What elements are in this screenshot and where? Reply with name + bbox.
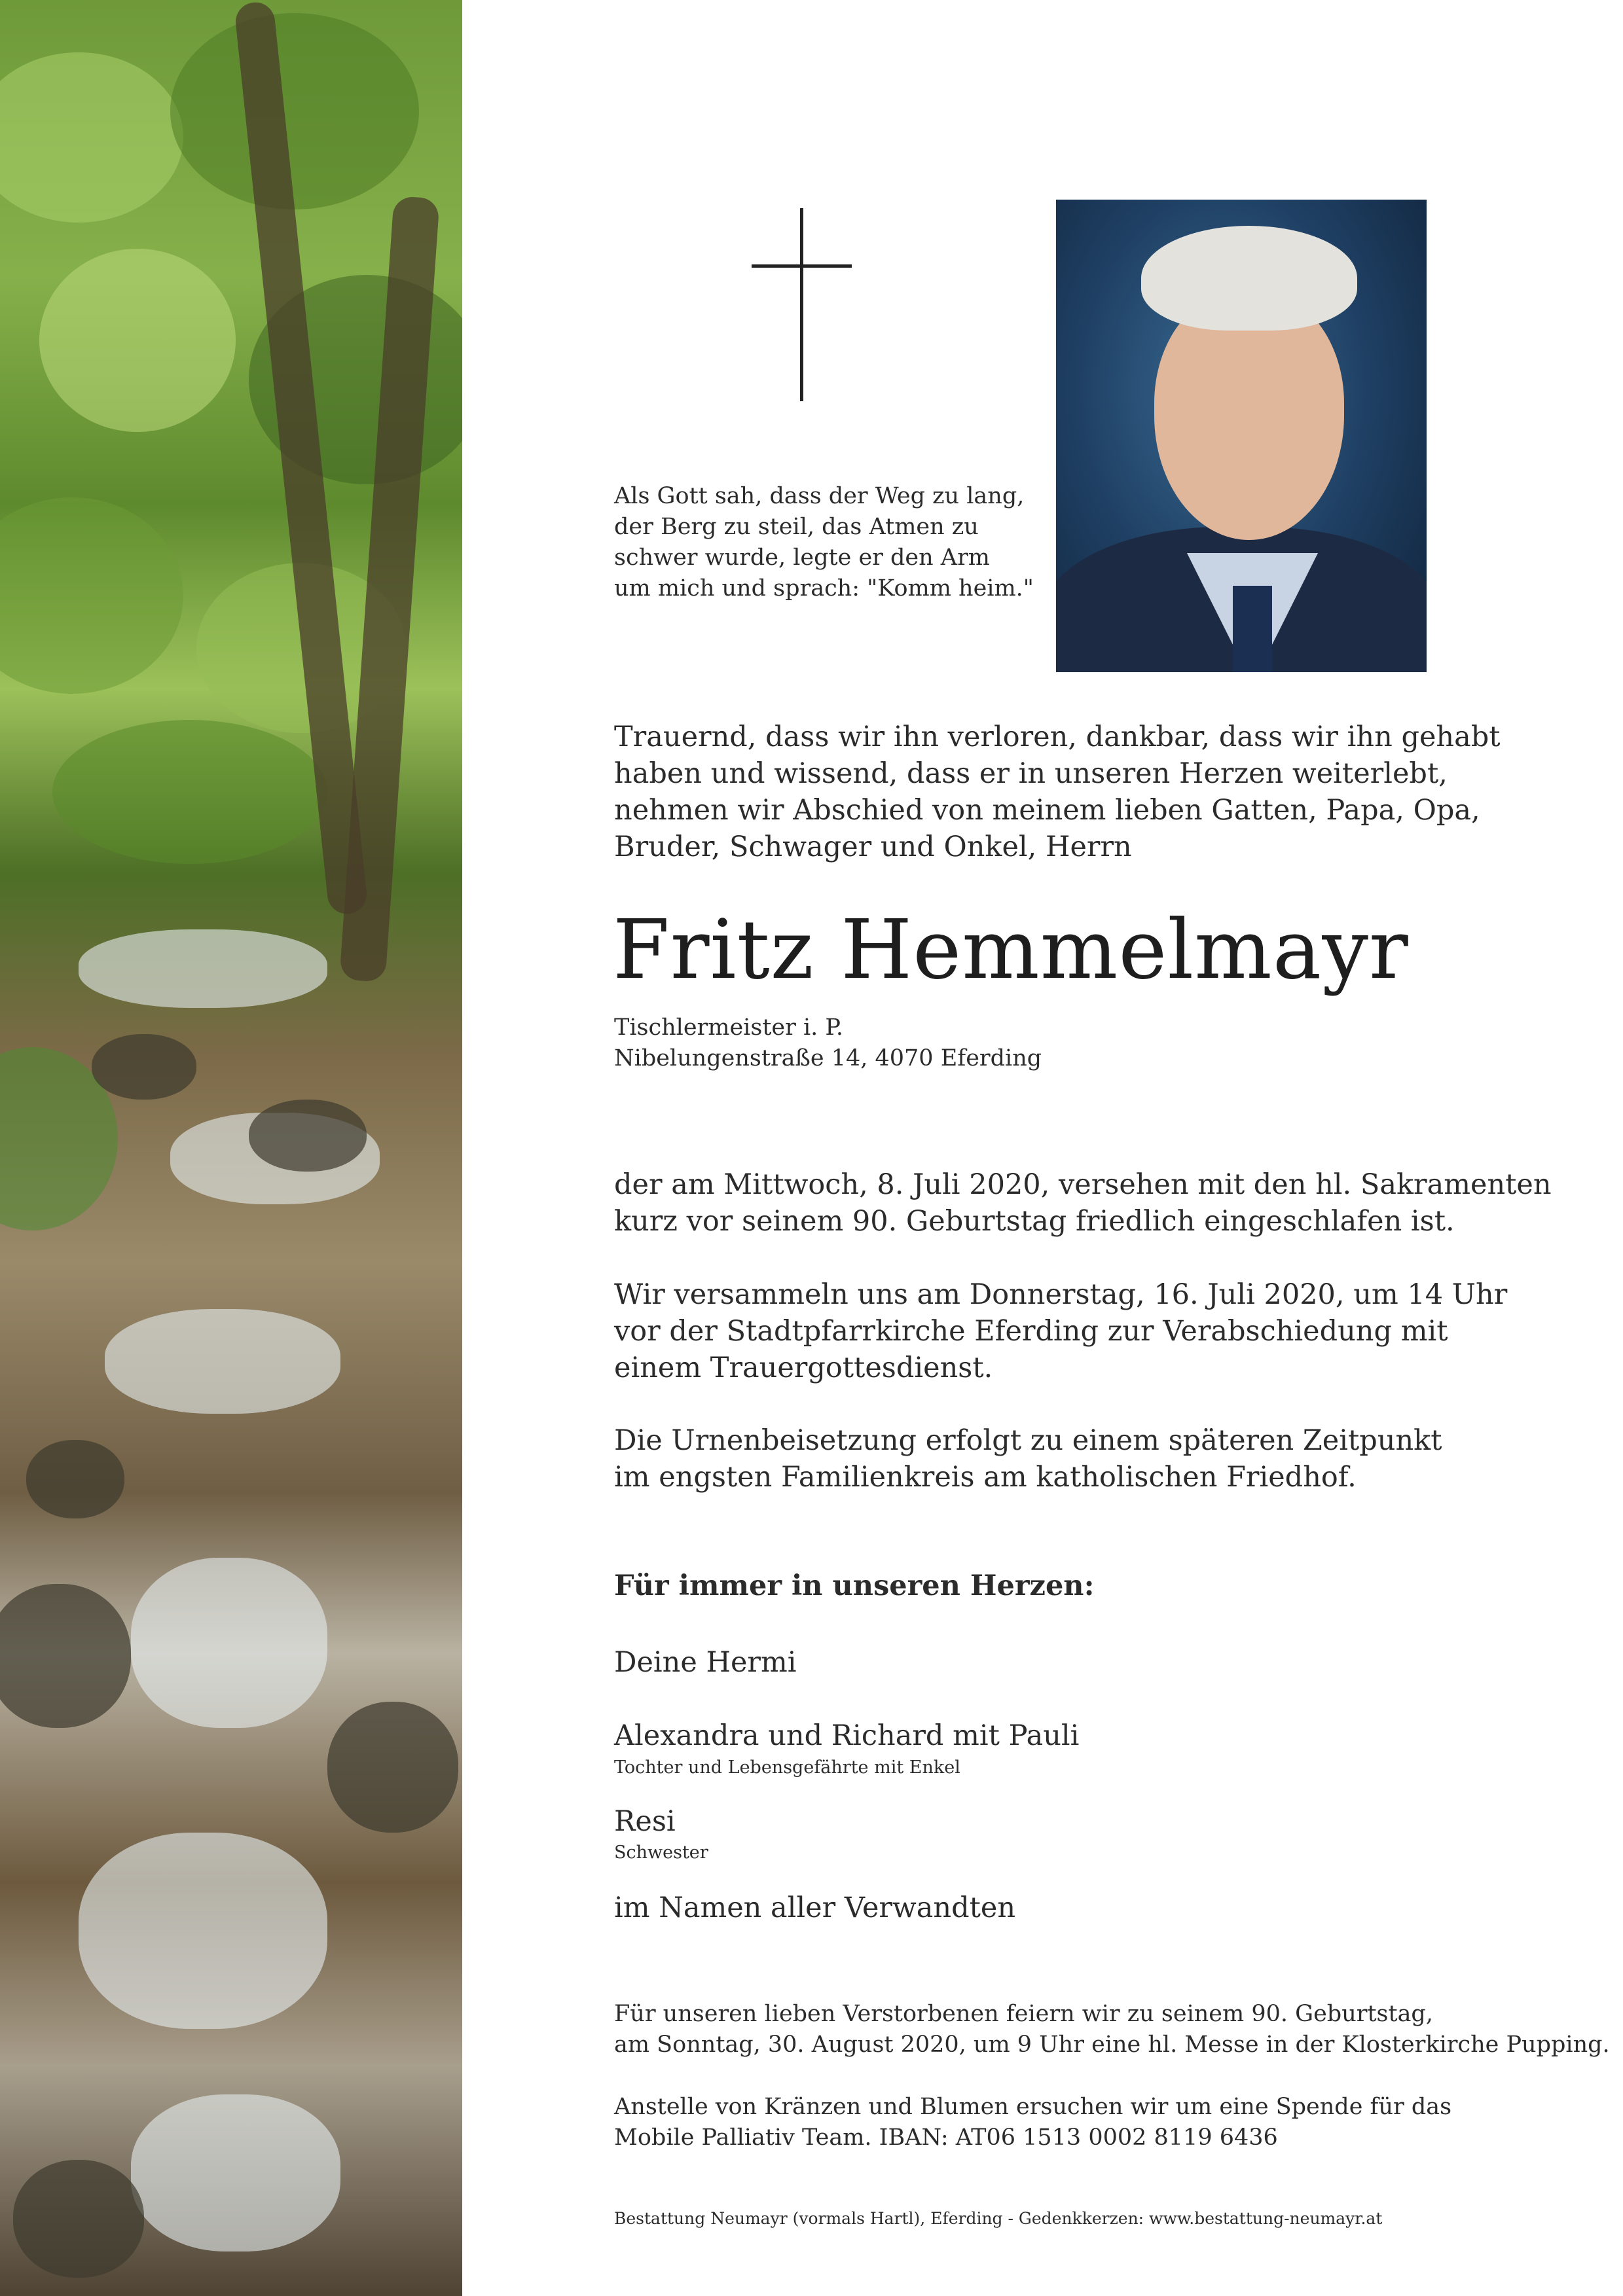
intro-line: Bruder, Schwager und Onkel, Herrn	[614, 831, 1132, 863]
mass-note-line: am Sonntag, 30. August 2020, um 9 Uhr eine hl. Messe in der Klosterkirche Pupping.	[614, 2032, 1610, 2058]
portrait-photo	[1056, 200, 1427, 672]
service-line: einem Trauergottesdienst.	[614, 1352, 993, 1384]
mourner-wife: Deine Hermi	[614, 1646, 797, 1679]
poem-line: der Berg zu steil, das Atmen zu	[614, 514, 979, 540]
burial-line: im engsten Familienkreis am katholischen Friedhof.	[614, 1461, 1357, 1494]
mass-note	[614, 1999, 1610, 2060]
mourners-heading: Für immer in unseren Herzen:	[614, 1570, 1095, 1602]
footer-credit: Bestattung Neumayr (vormals Hartl), Eferding - Gedenkkerzen: www.bestattung-neumayr.at	[614, 2209, 1383, 2228]
donation-note-line: Mobile Palliativ Team. IBAN: AT06 1513 0002 8119 6436	[614, 2125, 1278, 2151]
poem-line: schwer wurde, legte er den Arm	[614, 545, 990, 571]
donation-note-line: Anstelle von Kränzen und Blumen ersuchen wir um eine Spende für das	[614, 2094, 1452, 2120]
mourners-all: im Namen aller Verwandten	[614, 1892, 1016, 1924]
mourner-daughter-relation: Tochter und Lebensgefährte mit Enkel	[614, 1757, 960, 1778]
burial-line: Die Urnenbeisetzung erfolgt zu einem späteren Zeitpunkt	[614, 1424, 1442, 1457]
mourner-sister: Resi	[614, 1805, 676, 1838]
mourner-sister-relation: Schwester	[614, 1842, 708, 1863]
intro-line: Trauernd, dass wir ihn verloren, dankbar, dass wir ihn gehabt	[614, 721, 1501, 753]
deceased-title: Tischlermeister i. P.	[614, 1014, 843, 1041]
intro-line: haben und wissend, dass er in unseren Herzen weiterlebt,	[614, 757, 1448, 790]
forest-stream-photo	[0, 0, 462, 2296]
poem-line: Als Gott sah, dass der Weg zu lang,	[614, 483, 1025, 509]
death-notice-line: der am Mittwoch, 8. Juli 2020, versehen mit den hl. Sakramenten	[614, 1168, 1552, 1201]
poem	[614, 481, 1034, 604]
poem-line: um mich und sprach: "Komm heim."	[614, 575, 1034, 601]
service-line: vor der Stadtpfarrkirche Eferding zur Verabschiedung mit	[614, 1315, 1448, 1348]
burial-info	[614, 1422, 1442, 1496]
donation-note	[614, 2092, 1451, 2153]
deceased-address: Nibelungenstraße 14, 4070 Eferding	[614, 1045, 1042, 1071]
service-line: Wir versammeln uns am Donnerstag, 16. Juli 2020, um 14 Uhr	[614, 1278, 1508, 1311]
death-notice	[614, 1166, 1552, 1240]
intro-paragraph	[614, 719, 1501, 865]
intro-line: nehmen wir Abschied von meinem lieben Gatten, Papa, Opa,	[614, 794, 1480, 827]
deceased-name: Fritz Hemmelmayr	[613, 903, 1409, 997]
service-info	[614, 1276, 1507, 1386]
mourner-daughter: Alexandra und Richard mit Pauli	[614, 1719, 1080, 1752]
death-notice-line: kurz vor seinem 90. Geburtstag friedlich eingeschlafen ist.	[614, 1205, 1455, 1238]
mass-note-line: Für unseren lieben Verstorbenen feiern wir zu seinem 90. Geburtstag,	[614, 2001, 1433, 2027]
deceased-details	[614, 1013, 1042, 1074]
